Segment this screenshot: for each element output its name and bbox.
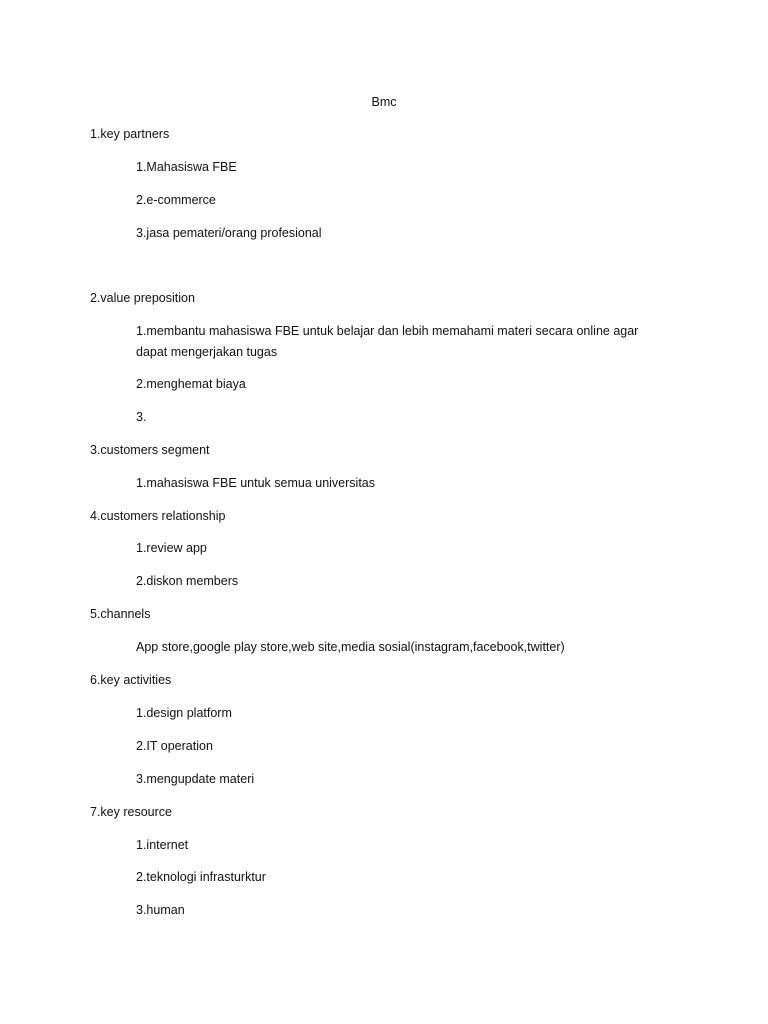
section-heading-channels: 5.channels	[90, 607, 151, 621]
list-item: 2.e-commerce	[136, 193, 216, 207]
section-heading-key-activities: 6.key activities	[90, 673, 172, 687]
section-heading-customers-relationship: 4.customers relationship	[90, 509, 226, 523]
list-item: 2.teknologi infrasturktur	[136, 870, 266, 884]
document-title: Bmc	[371, 95, 397, 109]
section-heading-customers-segment: 3.customers segment	[90, 443, 210, 457]
list-item: 2.menghemat biaya	[136, 377, 246, 391]
list-item: 3.mengupdate materi	[136, 772, 255, 786]
section-heading-key-partners: 1.key partners	[90, 127, 170, 141]
list-item: 1.mahasiswa FBE untuk semua universitas	[136, 476, 375, 490]
list-item: 2.diskon members	[136, 574, 239, 588]
list-item: 2.IT operation	[136, 739, 213, 753]
list-item: 3.	[136, 410, 147, 424]
list-item: 1.membantu mahasiswa FBE untuk belajar dan lebih memahami materi secara online agar dapat mengerjakan tugas	[136, 324, 639, 359]
list-item: 1.Mahasiswa FBE	[136, 160, 237, 174]
list-item: 3.jasa pemateri/orang profesional	[136, 226, 322, 240]
list-item: 3.human	[136, 903, 185, 917]
list-item: 1.internet	[136, 838, 189, 852]
section-heading-value-preposition: 2.value preposition	[90, 291, 195, 305]
list-item: App store,google play store,web site,media sosial(instagram,facebook,twitter)	[136, 640, 565, 654]
list-item: 1.design platform	[136, 706, 232, 720]
list-item: 1.review app	[136, 541, 207, 555]
section-heading-key-resource: 7.key resource	[90, 805, 172, 819]
